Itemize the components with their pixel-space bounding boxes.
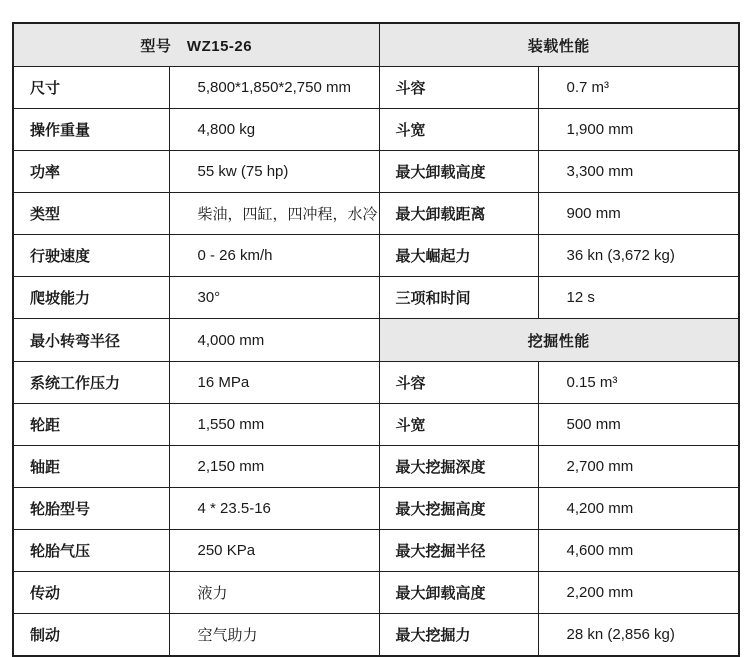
spec-value: 55 kw (75 hp) <box>169 151 379 193</box>
spec-label: 最小转弯半径 <box>13 319 169 362</box>
spec-value: 1,550 mm <box>169 404 379 446</box>
loading-performance-header: 装载性能 <box>379 23 739 67</box>
spec-value: 柴油，四缸，四冲程，水冷 <box>169 193 379 235</box>
spec-value: 0.7 m³ <box>538 67 739 109</box>
spec-value: 空气助力 <box>169 614 379 657</box>
spec-value: 5,800*1,850*2,750 mm <box>169 67 379 109</box>
spec-label: 轴距 <box>13 446 169 488</box>
spec-label: 斗容 <box>379 362 538 404</box>
table-row <box>13 572 739 614</box>
header-row <box>13 23 739 67</box>
spec-label: 最大卸载高度 <box>379 151 538 193</box>
table-row <box>13 277 739 319</box>
spec-value: 250 KPa <box>169 530 379 572</box>
spec-label: 操作重量 <box>13 109 169 151</box>
spec-value: 0.15 m³ <box>538 362 739 404</box>
spec-label: 最大卸载高度 <box>379 572 538 614</box>
spec-label: 三项和时间 <box>379 277 538 319</box>
spec-value: 36 kn (3,672 kg) <box>538 235 739 277</box>
digging-performance-header: 挖掘性能 <box>379 319 739 362</box>
spec-value: 16 MPa <box>169 362 379 404</box>
spec-value: 3,300 mm <box>538 151 739 193</box>
table-row <box>13 488 739 530</box>
spec-label: 斗容 <box>379 67 538 109</box>
spec-label: 行驶速度 <box>13 235 169 277</box>
spec-value: 500 mm <box>538 404 739 446</box>
spec-label: 爬坡能力 <box>13 277 169 319</box>
table-row <box>13 235 739 277</box>
spec-label: 最大崛起力 <box>379 235 538 277</box>
spec-value: 4,000 mm <box>169 319 379 362</box>
spec-value: 4,600 mm <box>538 530 739 572</box>
spec-label: 功率 <box>13 151 169 193</box>
spec-value: 4 * 23.5-16 <box>169 488 379 530</box>
spec-value: 2,200 mm <box>538 572 739 614</box>
table-row <box>13 530 739 572</box>
spec-value: 28 kn (2,856 kg) <box>538 614 739 657</box>
spec-label: 最大卸载距离 <box>379 193 538 235</box>
spec-value: 2,150 mm <box>169 446 379 488</box>
spec-label: 轮胎型号 <box>13 488 169 530</box>
spec-label: 斗宽 <box>379 109 538 151</box>
spec-label: 制动 <box>13 614 169 657</box>
spec-label: 系统工作压力 <box>13 362 169 404</box>
spec-label: 尺寸 <box>13 67 169 109</box>
table-row <box>13 404 739 446</box>
spec-value: 4,200 mm <box>538 488 739 530</box>
spec-value: 12 s <box>538 277 739 319</box>
spec-value: 30° <box>169 277 379 319</box>
spec-label: 类型 <box>13 193 169 235</box>
spec-label: 最大挖掘半径 <box>379 530 538 572</box>
spec-value: 4,800 kg <box>169 109 379 151</box>
table-row <box>13 446 739 488</box>
spec-label: 最大挖掘高度 <box>379 488 538 530</box>
table-row <box>13 362 739 404</box>
spec-label: 轮胎气压 <box>13 530 169 572</box>
spec-label: 轮距 <box>13 404 169 446</box>
table-row <box>13 319 739 362</box>
spec-label: 最大挖掘深度 <box>379 446 538 488</box>
model-header: 型号 WZ15-26 <box>13 23 379 67</box>
table-row <box>13 193 739 235</box>
table-row <box>13 151 739 193</box>
table-row <box>13 67 739 109</box>
spec-label: 传动 <box>13 572 169 614</box>
spec-value: 0 - 26 km/h <box>169 235 379 277</box>
spec-value: 液力 <box>169 572 379 614</box>
spec-value: 900 mm <box>538 193 739 235</box>
table-row <box>13 614 739 657</box>
spec-value: 1,900 mm <box>538 109 739 151</box>
spec-label: 最大挖掘力 <box>379 614 538 657</box>
spec-table <box>12 22 740 657</box>
table-row <box>13 109 739 151</box>
spec-label: 斗宽 <box>379 404 538 446</box>
spec-value: 2,700 mm <box>538 446 739 488</box>
